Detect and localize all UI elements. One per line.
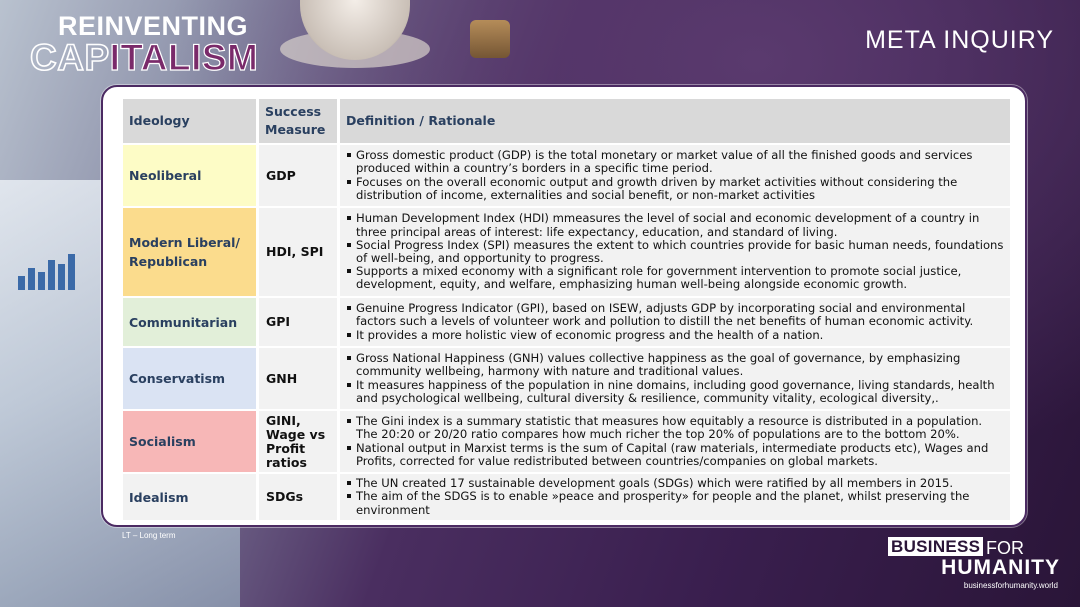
header-definition: Definition / Rationale xyxy=(340,99,1010,143)
ideology-cell: Neoliberal xyxy=(123,145,256,206)
definition-point: Social Progress Index (SPI) measures the extent to which countries provide for basic human needs, foundations of well-being, and opportunity to progress. xyxy=(346,239,1006,265)
definition-point: Genuine Progress Indicator (GPI), based on ISEW, adjusts GDP by incorporating social and environmental factors such a levels of volunteer work and pollution to distill the net benefits of human economic activity. xyxy=(346,302,1006,328)
ideology-table xyxy=(120,97,1013,522)
definition-cell xyxy=(340,474,1010,520)
definition-point: Supports a mixed economy with a significant role for government intervention to promote social justice, development, equity, and welfare, emphasizing human well-being alongside economic growth. xyxy=(346,265,1006,291)
logo-line-2-accent: ITALISM xyxy=(109,37,259,78)
logo-line-1: REINVENTING xyxy=(58,11,249,41)
table-row xyxy=(123,145,1010,206)
background-bar-chart-image xyxy=(18,250,88,290)
brand-for: FOR xyxy=(986,538,1024,558)
table-row xyxy=(123,298,1010,346)
measure-cell: HDI, SPI xyxy=(259,208,337,296)
table-row xyxy=(123,348,1010,409)
ideology-cell: Communitarian xyxy=(123,298,256,346)
measure-cell: SDGs xyxy=(259,474,337,520)
definition-point: It provides a more holistic view of economic progress and the health of a nation. xyxy=(346,329,1006,342)
reinventing-capitalism-logo xyxy=(30,12,258,76)
definition-cell xyxy=(340,298,1010,346)
logo-line-2-prefix: CAP xyxy=(30,37,110,78)
definition-point: The aim of the SDGS is to enable »peace and prosperity» for people and the planet, whilst preserving the environment xyxy=(346,490,1006,516)
logo-line-2 xyxy=(30,37,259,78)
measure-cell: GPI xyxy=(259,298,337,346)
definition-point: Human Development Index (HDI) mmeasures the level of social and economic development of a country in three principal areas of interest: life expectancy, education, and standard of living. xyxy=(346,212,1006,238)
ideology-cell: Modern Liberal/ Republican xyxy=(123,208,256,296)
definition-point: It measures happiness of the population in nine domains, including good governance, living standards, health and psychological wellbeing, cultural diversity & resilience, community vitality, ecological diversity,. xyxy=(346,379,1006,405)
ideology-cell: Conservatism xyxy=(123,348,256,409)
ideology-cell: Idealism xyxy=(123,474,256,520)
definition-cell xyxy=(340,145,1010,206)
measure-cell: GNH xyxy=(259,348,337,409)
measure-cell: GDP xyxy=(259,145,337,206)
header-success-measure: Success Measure xyxy=(259,99,337,143)
brand-humanity: HUMANITY xyxy=(941,556,1060,579)
definition-point: The UN created 17 sustainable development goals (SDGs) which were ratified by all members in 2015. xyxy=(346,477,1006,490)
table-row xyxy=(123,474,1010,520)
definition-point: Gross National Happiness (GNH) values collective happiness as the goal of governance, by emphasizing community wellbeing, harmony with nature and traditional values. xyxy=(346,352,1006,378)
definition-cell xyxy=(340,208,1010,296)
definition-cell xyxy=(340,411,1010,472)
ideology-cell: Socialism xyxy=(123,411,256,472)
measure-cell: GINI, Wage vs Profit ratios xyxy=(259,411,337,472)
footnote: LT – Long term xyxy=(122,531,176,540)
definition-point: Gross domestic product (GDP) is the total monetary or market value of all the finished goods and services produced within a country’s borders in a specific time period. xyxy=(346,149,1006,175)
table-row xyxy=(123,411,1010,472)
page-heading: META INQUIRY xyxy=(865,26,1054,54)
brand-business: BUSINESS xyxy=(888,537,983,556)
definition-point: The Gini index is a summary statistic that measures how equitably a resource is distributed in a population. The 20:20 or 20/20 ratio compares how much richer the top 20% of populations are to the bottom 20%. xyxy=(346,415,1006,441)
table-header-row xyxy=(123,99,1010,143)
business-for-humanity-logo xyxy=(888,537,1060,595)
definition-point: Focuses on the overall economic output and growth driven by market activities without considering the distribution of income, externalities and social benefit, or non-market activities xyxy=(346,176,1006,202)
comparison-panel xyxy=(101,85,1027,527)
background-coins-image xyxy=(470,20,510,58)
table-row xyxy=(123,208,1010,296)
brand-url: businessforhumanity.world xyxy=(963,581,1058,590)
definition-cell xyxy=(340,348,1010,409)
header-ideology: Ideology xyxy=(123,99,256,143)
definition-point: National output in Marxist terms is the sum of Capital (raw materials, intermediate products etc), Wages and Profits, corrected for value redistributed between countries/companies on global markets. xyxy=(346,442,1006,468)
